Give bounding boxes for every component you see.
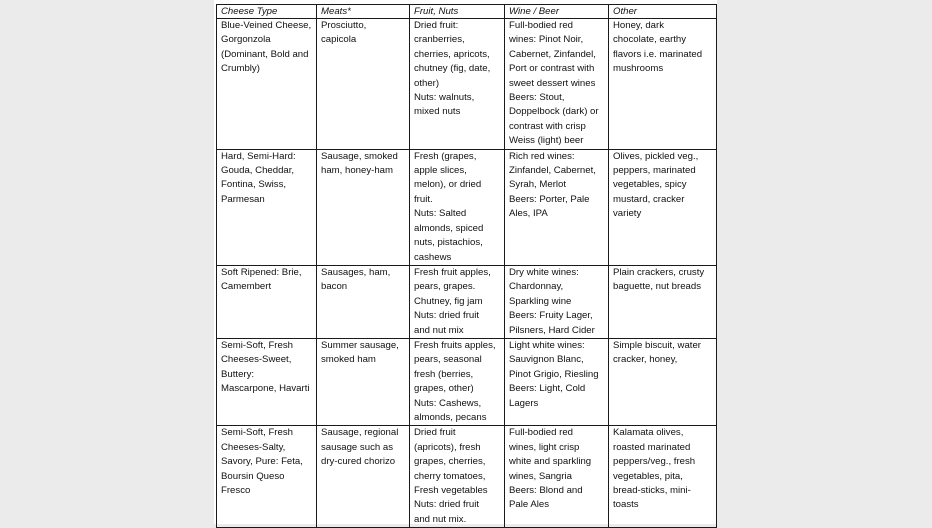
cell-line: Buttery: bbox=[221, 368, 255, 380]
cell-line: Nuts: dried fruit bbox=[414, 499, 480, 511]
cell-line: Fresh fruits apples, bbox=[414, 339, 496, 351]
cell-line: Beers: Fruity Lager, bbox=[509, 310, 593, 322]
cell-line: nuts, pistachios, bbox=[414, 237, 483, 249]
cell-fruit-nuts bbox=[410, 338, 505, 425]
cell-wine-beer bbox=[505, 265, 609, 338]
cell-line: fruit. bbox=[414, 193, 433, 205]
cell-line: Pinot Grigio, Riesling bbox=[509, 368, 599, 380]
cell-line: Camembert bbox=[221, 281, 272, 293]
cell-line: Nuts: Salted bbox=[414, 208, 467, 220]
cell-line: pears, grapes. bbox=[414, 281, 476, 293]
cell-cheese-type bbox=[217, 149, 317, 265]
cell-line: Light white wines: bbox=[509, 339, 585, 351]
cell-line: pears, seasonal bbox=[414, 354, 482, 366]
cell-line: cranberries, bbox=[414, 34, 465, 46]
cell-line: Blue-Veined Cheese, bbox=[221, 20, 312, 31]
cell-line: Lagers bbox=[509, 397, 539, 409]
cell-other bbox=[609, 426, 717, 528]
cell-line: Olives, pickled veg., bbox=[613, 150, 699, 162]
cell-line: Kalamata olives, bbox=[613, 427, 684, 439]
cell-line: mustard, cracker bbox=[613, 193, 685, 205]
cell-meats bbox=[317, 149, 410, 265]
cell-line: cherry tomatoes, bbox=[414, 470, 486, 482]
cell-line: Full-bodied red bbox=[509, 20, 573, 31]
cell-line: wines, light crisp bbox=[509, 441, 580, 453]
cell-line: almonds, spiced bbox=[414, 222, 484, 234]
table-row bbox=[217, 19, 717, 150]
cell-line: Syrah, Merlot bbox=[509, 179, 567, 191]
cell-line: Fontina, Swiss, bbox=[221, 179, 287, 191]
cell-line: vegetables, pita, bbox=[613, 470, 683, 482]
table-row bbox=[217, 265, 717, 338]
cell-line: (Dominant, Bold and bbox=[221, 48, 309, 60]
cell-line: Fresco bbox=[221, 485, 251, 496]
cell-line: Sauvignon Blanc, bbox=[509, 354, 584, 366]
cell-line: Sausage, smoked bbox=[321, 150, 398, 162]
cell-line: vegetables, spicy bbox=[613, 179, 687, 191]
cell-line: Chardonnay, bbox=[509, 281, 564, 293]
cell-line: fresh (berries, bbox=[414, 368, 474, 380]
cell-line: sausage such as bbox=[321, 441, 393, 453]
cell-other bbox=[609, 149, 717, 265]
cell-line: peppers, marinated bbox=[613, 165, 696, 177]
cell-line: Beers: Light, Cold bbox=[509, 383, 586, 395]
cell-line: ham, honey-ham bbox=[321, 165, 393, 177]
cell-meats bbox=[317, 265, 410, 338]
cell-fruit-nuts bbox=[410, 149, 505, 265]
cell-cheese-type bbox=[217, 19, 317, 150]
cell-line: Chutney, fig jam bbox=[414, 295, 483, 307]
cell-line: wines, Sangria bbox=[509, 470, 572, 482]
cell-line: Gorgonzola bbox=[221, 34, 271, 46]
cell-other bbox=[609, 19, 717, 150]
cell-line: Beers: Porter, Pale bbox=[509, 193, 590, 205]
cell-line: Doppelbock (dark) or bbox=[509, 106, 599, 118]
cell-wine-beer bbox=[505, 338, 609, 425]
cell-line: Semi-Soft, Fresh bbox=[221, 339, 293, 351]
header-wine-beer: Wine / Beer bbox=[505, 5, 609, 19]
cell-cheese-type bbox=[217, 265, 317, 338]
cell-cheese-type bbox=[217, 338, 317, 425]
cell-line: peppers/veg., fresh bbox=[613, 456, 696, 468]
cell-meats bbox=[317, 19, 410, 150]
cell-line: Nuts: walnuts, bbox=[414, 92, 475, 104]
cell-line: Gouda, Cheddar, bbox=[221, 165, 295, 177]
cell-line: Ales, IPA bbox=[509, 208, 548, 220]
cell-line: cherries, apricots, bbox=[414, 48, 490, 60]
cell-line: cashews bbox=[414, 251, 452, 263]
cell-line: Dried fruit bbox=[414, 427, 456, 439]
cell-line: Nuts: dried fruit bbox=[414, 310, 480, 322]
cell-line: Sausage, regional bbox=[321, 427, 399, 439]
cell-line: Plain crackers, crusty bbox=[613, 266, 705, 278]
header-row bbox=[217, 5, 717, 19]
cell-line: almonds, pecans bbox=[414, 411, 487, 423]
cell-line: Simple biscuit, water bbox=[613, 339, 701, 351]
header-cheese-type: Cheese Type bbox=[217, 5, 317, 19]
cell-line: bread-sticks, mini- bbox=[613, 485, 691, 496]
cell-line: mushrooms bbox=[613, 63, 664, 75]
cell-line: Rich red wines: bbox=[509, 150, 575, 162]
cell-line: Fresh vegetables bbox=[414, 485, 488, 496]
cell-line: variety bbox=[613, 208, 642, 220]
header-fruit-nuts: Fruit, Nuts bbox=[410, 5, 505, 19]
cell-line: chutney (fig, date, bbox=[414, 63, 491, 75]
cell-line: dry-cured chorizo bbox=[321, 456, 396, 468]
cell-line: mixed nuts bbox=[414, 106, 461, 118]
cell-line: Zinfandel, Cabernet, bbox=[509, 165, 596, 177]
cell-wine-beer bbox=[505, 149, 609, 265]
cell-line: Summer sausage, bbox=[321, 339, 399, 351]
cell-line: Port or contrast with bbox=[509, 63, 595, 75]
cell-line: bacon bbox=[321, 281, 348, 293]
cell-line: Soft Ripened: Brie, bbox=[221, 266, 302, 278]
cell-line: Beers: Stout, bbox=[509, 92, 565, 104]
cell-fruit-nuts bbox=[410, 426, 505, 528]
cell-line: cracker, honey, bbox=[613, 354, 678, 366]
cell-line: Hard, Semi-Hard: bbox=[221, 150, 296, 162]
cell-meats bbox=[317, 426, 410, 528]
cell-line: Prosciutto, bbox=[321, 20, 367, 31]
cell-line: melon), or dried bbox=[414, 179, 482, 191]
cell-line: smoked ham bbox=[321, 354, 376, 366]
cell-wine-beer bbox=[505, 426, 609, 528]
cell-line: Fresh fruit apples, bbox=[414, 266, 491, 278]
cell-cheese-type bbox=[217, 426, 317, 528]
cell-wine-beer bbox=[505, 19, 609, 150]
cell-line: capicola bbox=[321, 34, 357, 46]
cell-fruit-nuts bbox=[410, 19, 505, 150]
cell-line: Semi-Soft, Fresh bbox=[221, 427, 293, 439]
cell-line: and nut mix bbox=[414, 324, 464, 336]
cell-line: grapes, cherries, bbox=[414, 456, 486, 468]
cell-meats bbox=[317, 338, 410, 425]
cell-line: roasted marinated bbox=[613, 441, 691, 453]
cell-line: Full-bodied red bbox=[509, 427, 573, 439]
cell-line: Cheeses-Salty, bbox=[221, 441, 286, 453]
cell-line: grapes, other) bbox=[414, 383, 474, 395]
cell-other bbox=[609, 338, 717, 425]
cell-line: Parmesan bbox=[221, 193, 265, 205]
cell-line: (apricots), fresh bbox=[414, 441, 481, 453]
pairing-table bbox=[216, 4, 717, 528]
cell-line: and nut mix. bbox=[414, 513, 467, 525]
cell-line: Honey, dark bbox=[613, 20, 665, 31]
cell-line: Savory, Pure: Feta, bbox=[221, 456, 303, 468]
cell-line: Cabernet, Zinfandel, bbox=[509, 48, 596, 60]
header-other: Other bbox=[609, 5, 717, 19]
cell-line: Fresh (grapes, bbox=[414, 150, 477, 162]
cell-line: Sparkling wine bbox=[509, 295, 572, 307]
cell-line: Nuts: Cashews, bbox=[414, 397, 482, 409]
cell-line: Pale Ales bbox=[509, 499, 550, 511]
cell-line: Beers: Blond and bbox=[509, 485, 583, 496]
cell-line: chocolate, earthy bbox=[613, 34, 687, 46]
cell-line: Mascarpone, Havarti bbox=[221, 383, 310, 395]
cell-line: Pilsners, Hard Cider bbox=[509, 324, 595, 336]
cell-line: Dry white wines: bbox=[509, 266, 579, 278]
cell-line: flavors i.e. marinated bbox=[613, 48, 703, 60]
cell-fruit-nuts bbox=[410, 265, 505, 338]
cell-line: sweet dessert wines bbox=[509, 77, 596, 89]
cell-line: white and sparkling bbox=[509, 456, 592, 468]
cell-line: Weiss (light) beer bbox=[509, 135, 584, 147]
table-row bbox=[217, 338, 717, 425]
header-meats: Meats* bbox=[317, 5, 410, 19]
table-row bbox=[217, 149, 717, 265]
cell-line: Sausages, ham, bbox=[321, 266, 391, 278]
cell-line: Cheeses-Sweet, bbox=[221, 354, 292, 366]
cell-line: apple slices, bbox=[414, 165, 467, 177]
table-row bbox=[217, 426, 717, 528]
cell-other bbox=[609, 265, 717, 338]
cell-line: toasts bbox=[613, 499, 639, 511]
cell-line: Crumbly) bbox=[221, 63, 260, 75]
cell-line: Dried fruit: bbox=[414, 20, 459, 31]
cell-line: baguette, nut breads bbox=[613, 281, 702, 293]
cell-line: Boursin Queso bbox=[221, 470, 285, 482]
cell-line: wines: Pinot Noir, bbox=[509, 34, 584, 46]
cell-line: contrast with crisp bbox=[509, 120, 586, 132]
cell-line: other) bbox=[414, 77, 440, 89]
